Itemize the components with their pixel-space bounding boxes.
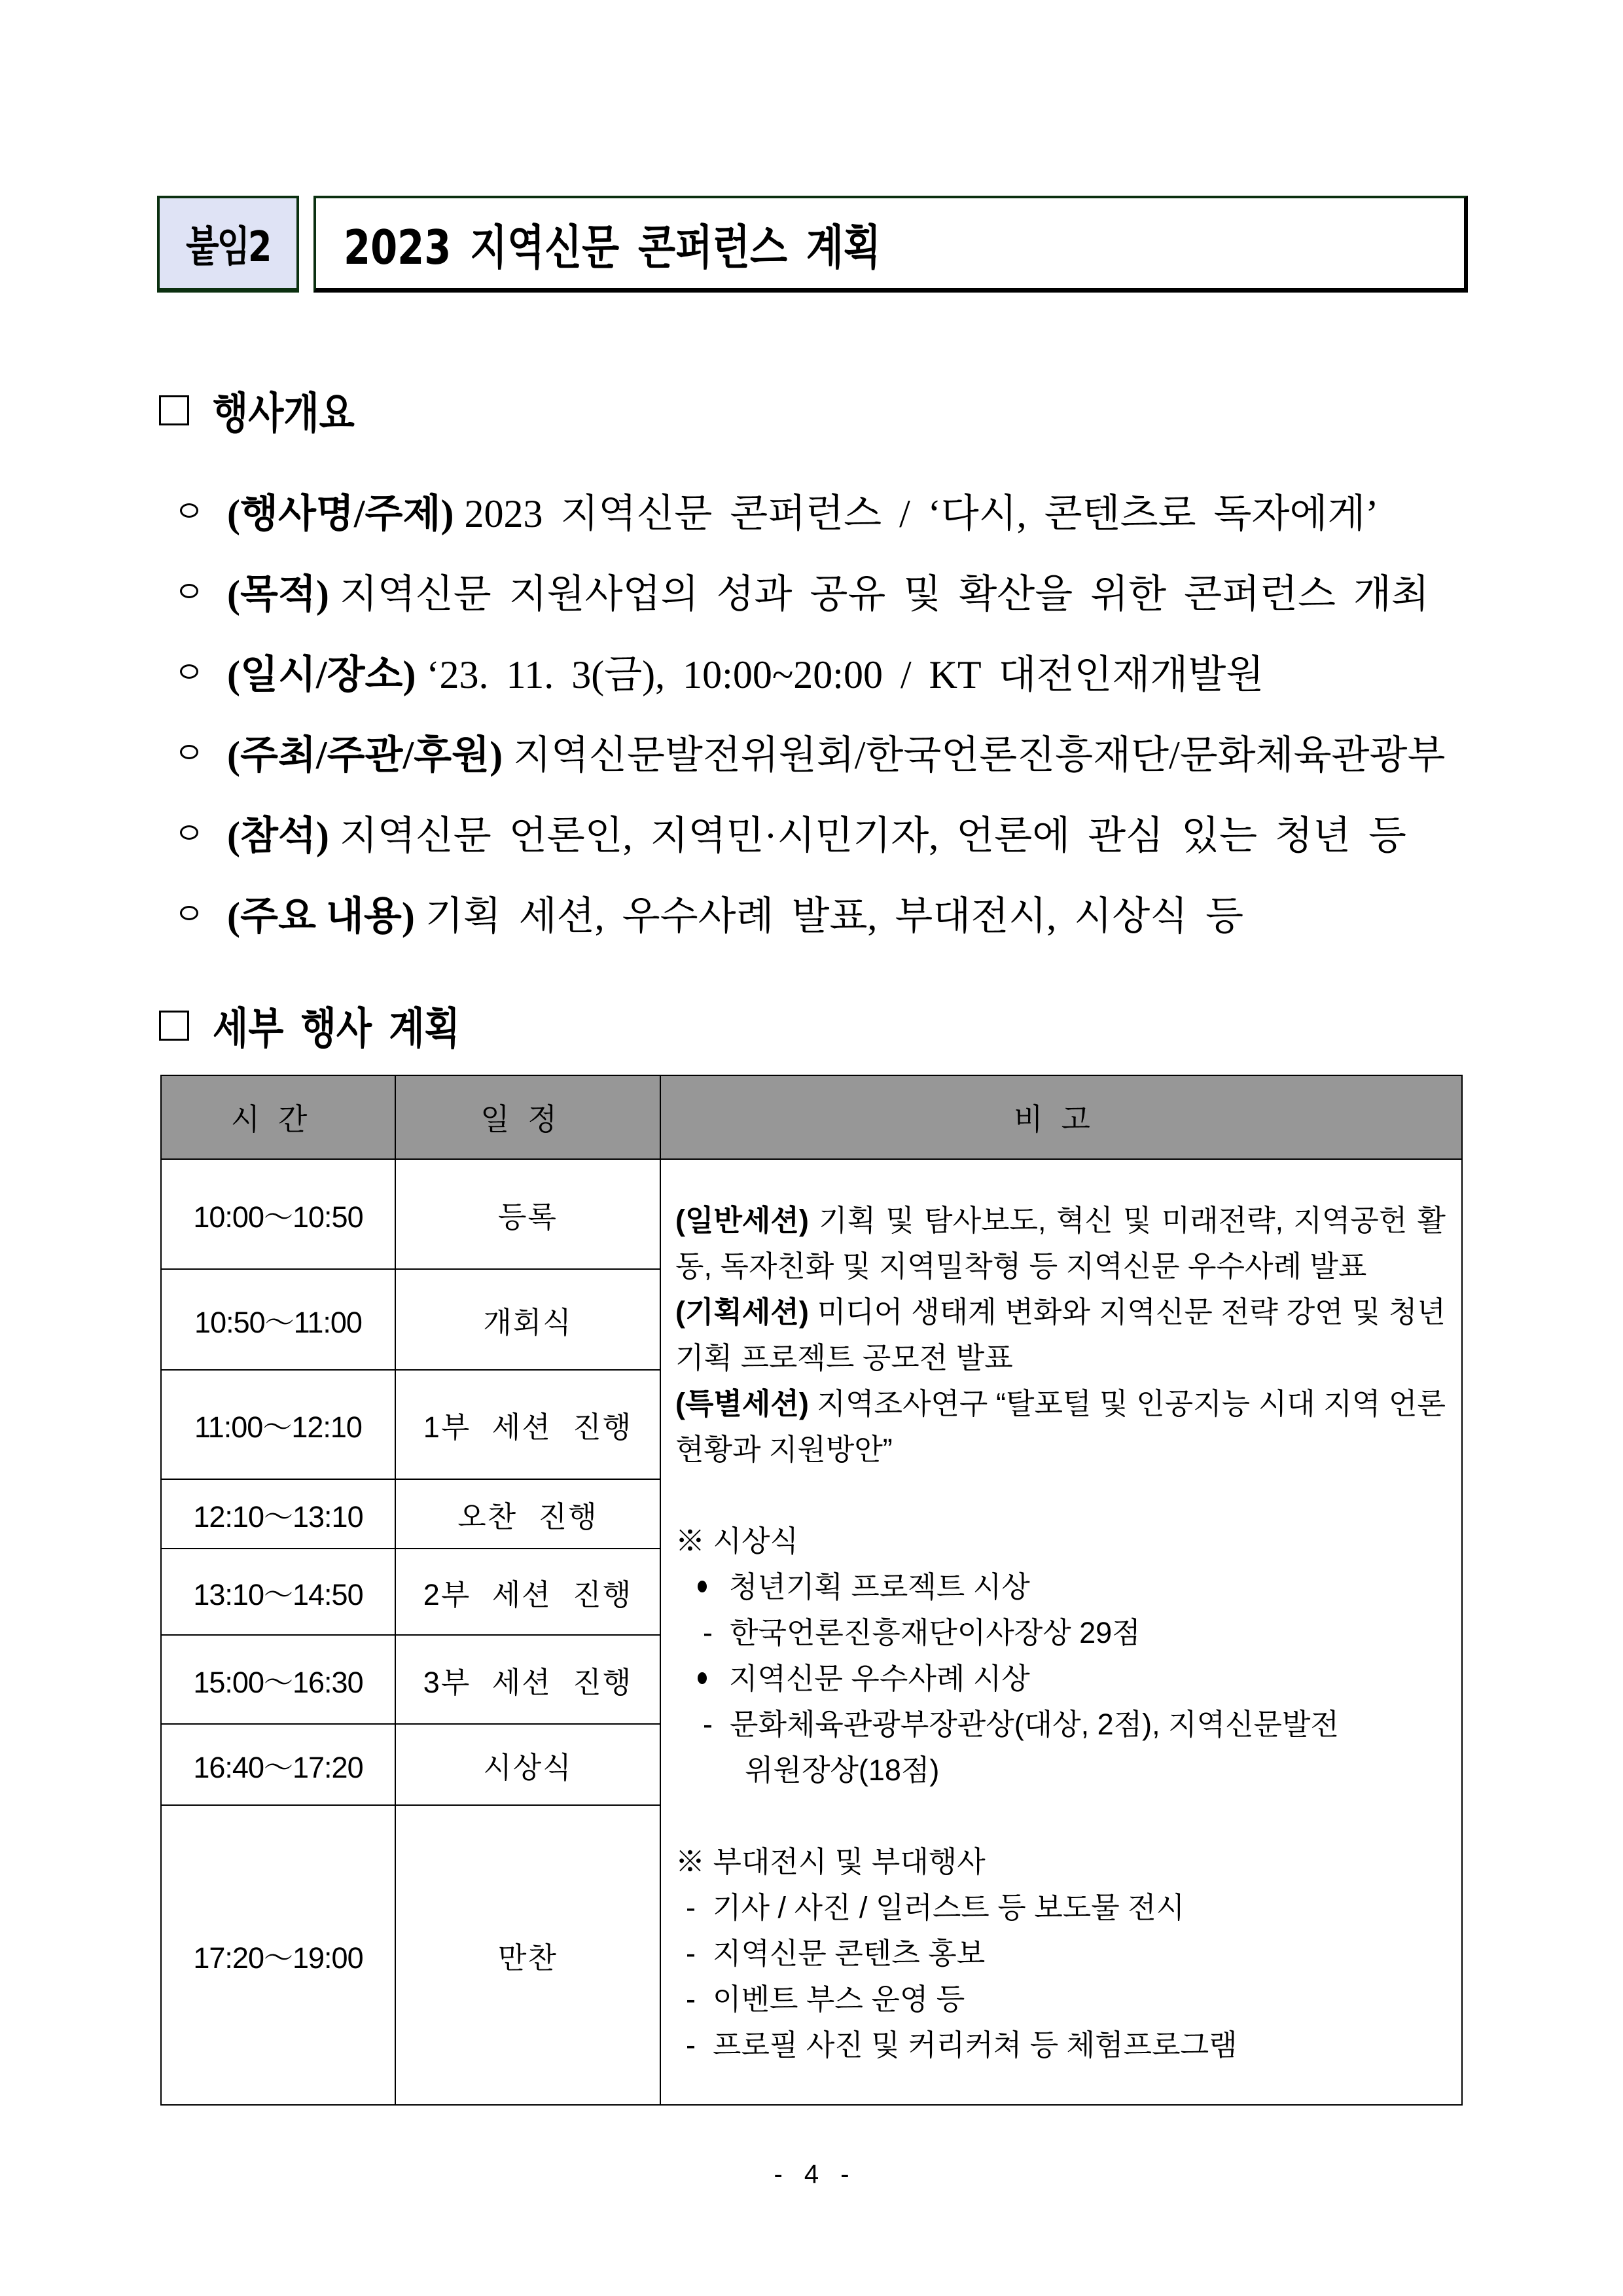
section-heading-overview [159,380,380,439]
circle-bullet-icon [180,584,198,598]
square-bullet-icon [159,1011,189,1041]
item-value: 기획 세션, 우수사례 발표, 부대전시, 시상식 등 [425,894,1244,938]
page-number: - 4 - [774,2160,849,2189]
time-cell: 11:00～12:10 [161,1370,395,1479]
award-detail: - 한국언론진흥재단이사장상 29점 [703,1616,1141,1649]
item-value: 2023 지역신문 콘퍼런스 / ‘다시, 콘텐츠로 독자에게’ [464,492,1379,535]
table-row [161,1159,1462,1269]
list-item [180,792,1489,872]
document-title-box [313,196,1468,293]
event-cell: 등록 [395,1159,660,1269]
circle-bullet-icon [180,906,198,920]
item-value: ‘23. 11. 3(금), 10:00~20:00 / KT 대전인재개발원 [426,653,1264,696]
list-item [180,872,1489,953]
circle-bullet-icon [180,825,198,840]
filled-bullet-icon [698,1581,707,1592]
award-detail: - 문화체육관광부장관상(대상, 2점), 지역신문발전 [703,1708,1339,1741]
column-header-time: 시간 [161,1075,395,1159]
item-label: (주요 내용) [227,894,415,938]
square-bullet-icon [159,395,189,425]
event-cell: 3부 세션 진행 [395,1635,660,1724]
event-cell: 2부 세션 진행 [395,1549,660,1635]
award-detail-continued: 위원장상(18점) [745,1753,940,1787]
notes-cell [660,1159,1462,2105]
time-cell: 15:00～16:30 [161,1635,395,1724]
special-session-note: (특별세션) 지역조사연구 “탈포털 및 인공지능 시대 지역 언론 현황과 지원방안” [675,1387,1446,1466]
item-label: (목적) [227,572,329,616]
table-header-row [161,1075,1462,1159]
time-cell: 10:00～10:50 [161,1159,395,1269]
list-item [180,711,1489,792]
attachment-tag-label: 붙임2 [186,223,270,272]
circle-bullet-icon [180,664,198,679]
side-events-heading: ※ 부대전시 및 부대행사 [675,1845,986,1878]
item-value: 지역신문 언론인, 지역민·시민기자, 언론에 관심 있는 청년 등 [339,814,1406,857]
event-cell: 1부 세션 진행 [395,1370,660,1479]
list-item [180,631,1489,711]
document-title: 2023 지역신문 콘퍼런스 계획 [344,219,881,275]
column-header-event: 일정 [395,1075,660,1159]
time-cell: 10:50～11:00 [161,1269,395,1370]
list-item [180,550,1489,631]
section-heading-schedule [159,995,504,1054]
side-event-item: - 이벤트 부스 운영 등 [686,1982,965,2016]
time-cell: 16:40～17:20 [161,1724,395,1805]
overview-list [180,470,1489,953]
award-item: 청년기획 프로젝트 시상 [675,1564,1446,1610]
event-cell: 만찬 [395,1805,660,2105]
list-item [180,470,1489,550]
award-item: 지역신문 우수사례 시상 [675,1656,1446,1702]
item-label: (주최/주관/후원) [227,733,503,777]
section-heading-text: 행사개요 [213,387,355,439]
circle-bullet-icon [180,745,198,759]
side-event-item: - 지역신문 콘텐츠 홍보 [686,1937,986,1970]
event-cell: 시상식 [395,1724,660,1805]
filled-bullet-icon [698,1672,707,1684]
attachment-tag [157,196,299,293]
time-cell: 12:10～13:10 [161,1479,395,1549]
time-cell: 17:20～19:00 [161,1805,395,2105]
item-value: 지역신문발전위원회/한국언론진흥재단/문화체육관광부 [513,733,1446,777]
event-cell: 오찬 진행 [395,1479,660,1549]
item-value: 지역신문 지원사업의 성과 공유 및 확산을 위한 콘퍼런스 개최 [339,572,1429,616]
item-label: (참석) [227,814,329,857]
awards-heading: ※ 시상식 [675,1524,798,1558]
planning-session-note: (기획세션) 미디어 생태계 변화와 지역신문 전략 강연 및 청년기획 프로젝트 공모전 발표 [675,1295,1446,1374]
schedule-table [160,1075,1463,2106]
general-session-note: (일반세션) 기획 및 탐사보도, 혁신 및 미래전략, 지역공헌 활동, 독자친화 및 지역밀착형 등 지역신문 우수사례 발표 [675,1204,1446,1283]
section-heading-text: 세부 행사 계획 [213,1003,460,1054]
circle-bullet-icon [180,503,198,518]
side-event-item: - 프로필 사진 및 커리커쳐 등 체험프로그램 [686,2028,1238,2062]
side-event-item: - 기사 / 사진 / 일러스트 등 보도물 전시 [686,1891,1185,1924]
item-label: (일시/장소) [227,653,416,696]
time-cell: 13:10～14:50 [161,1549,395,1635]
item-label: (행사명/주제) [227,492,454,535]
column-header-notes: 비고 [660,1075,1462,1159]
event-cell: 개회식 [395,1269,660,1370]
